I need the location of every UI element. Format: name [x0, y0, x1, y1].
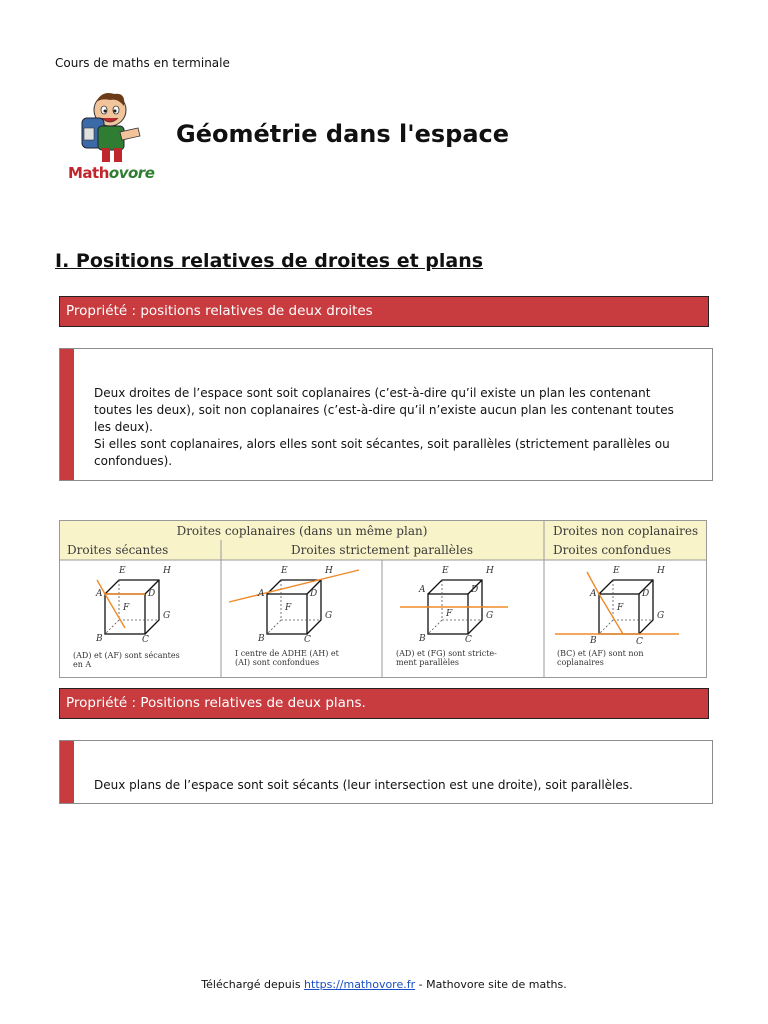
vertex-label-c: C: [636, 637, 643, 647]
property-text: [94, 385, 678, 470]
caption-paralleles-2: (AI) sont confondues: [235, 658, 320, 667]
vertex-label-b: B: [590, 636, 597, 646]
vertex-label-c: C: [304, 635, 311, 645]
vertex-label-b: B: [258, 634, 265, 644]
lines-positions-figure: [59, 520, 707, 680]
caption-noncoplanaires-1: (BC) et (AF) sont non: [557, 649, 644, 658]
vertex-label-d: D: [310, 589, 318, 599]
vertex-label-e: E: [119, 566, 126, 576]
caption-paralleles-1: I centre de ADHE (AH) et: [235, 649, 339, 658]
property-header-lines: Propriété : positions relatives de deux droites: [59, 296, 709, 327]
vertex-label-c: C: [465, 635, 472, 645]
logo-text-math: Math: [68, 164, 109, 182]
vertex-label-a: A: [419, 585, 426, 595]
vertex-label-c: C: [142, 635, 149, 645]
caption-secantes-1: (AD) et (AF) sont sécantes: [73, 651, 180, 660]
vertex-label-f: F: [123, 603, 130, 613]
vertex-label-a: A: [96, 589, 103, 599]
vertex-label-h: H: [486, 566, 494, 576]
vertex-label-g: G: [657, 611, 665, 621]
mathovore-logo: [62, 88, 162, 184]
vertex-label-b: B: [96, 634, 103, 644]
col-paralleles: Droites strictement parallèles: [291, 543, 473, 557]
caption-stricte-1: (AD) et (FG) sont stricte-: [396, 649, 497, 658]
vertex-label-e: E: [442, 566, 449, 576]
property-text-line1: Deux droites de l’espace sont soit coplanaires (c’est-à-dire qu’il existe un plan les contenant toutes les deux), soit non coplanaires (c’est-à-dire qu’il n’existe aucun plan les contenant toutes les deux).: [94, 386, 674, 434]
vertex-label-h: H: [163, 566, 171, 576]
col-confondues: Droites confondues: [553, 543, 672, 557]
head-noncoplanar: Droites non coplanaires: [553, 524, 699, 538]
property-header-planes: Propriété : Positions relatives de deux plans.: [59, 688, 709, 719]
vertex-label-e: E: [613, 566, 620, 576]
property-text-line2: Si elles sont coplanaires, alors elles sont soit sécantes, soit parallèles (strictement parallèles ou confondues).: [94, 437, 670, 468]
vertex-label-d: D: [642, 589, 650, 599]
property-box-planes: [59, 740, 713, 804]
head-coplanar: Droites coplanaires (dans un même plan): [176, 524, 428, 538]
vertex-label-h: H: [325, 566, 333, 576]
section-title: I. Positions relatives de droites et plans: [55, 250, 484, 272]
page-title: Géométrie dans l'espace: [176, 120, 510, 148]
footer-prefix: Téléchargé depuis: [201, 978, 305, 991]
vertex-label-g: G: [163, 611, 171, 621]
footer-link[interactable]: https://mathovore.fr: [304, 978, 416, 991]
vertex-label-f: F: [446, 609, 453, 619]
logo-text-ovore: ovore: [108, 164, 155, 182]
vertex-label-g: G: [325, 611, 333, 621]
vertex-label-d: D: [471, 585, 479, 595]
caption-stricte-2: ment parallèles: [396, 658, 459, 667]
property-box-lines: [59, 348, 713, 481]
mascot-icon: [62, 88, 162, 168]
figure-svg: [59, 520, 707, 680]
caption-noncoplanaires-2: coplanaires: [557, 658, 604, 667]
vertex-label-g: G: [486, 611, 494, 621]
vertex-label-a: A: [258, 589, 265, 599]
vertex-label-e: E: [281, 566, 288, 576]
property-text-planes: Deux plans de l’espace sont soit sécants (leur intersection est une droite), soit parallèles.: [94, 778, 633, 792]
caption-secantes-2: en A: [73, 660, 92, 669]
footer-suffix: - Mathovore site de maths.: [415, 978, 567, 991]
col-secantes: Droites sécantes: [67, 543, 169, 557]
vertex-label-b: B: [419, 634, 426, 644]
vertex-label-d: D: [148, 589, 156, 599]
vertex-label-f: F: [285, 603, 292, 613]
logo-wordmark: [68, 164, 154, 182]
course-header: Cours de maths en terminale: [55, 56, 230, 70]
vertex-label-a: A: [590, 589, 597, 599]
accent-bar: [60, 349, 74, 480]
vertex-label-h: H: [657, 566, 665, 576]
accent-bar: [60, 741, 74, 803]
footer: [0, 978, 768, 991]
vertex-label-f: F: [617, 603, 624, 613]
